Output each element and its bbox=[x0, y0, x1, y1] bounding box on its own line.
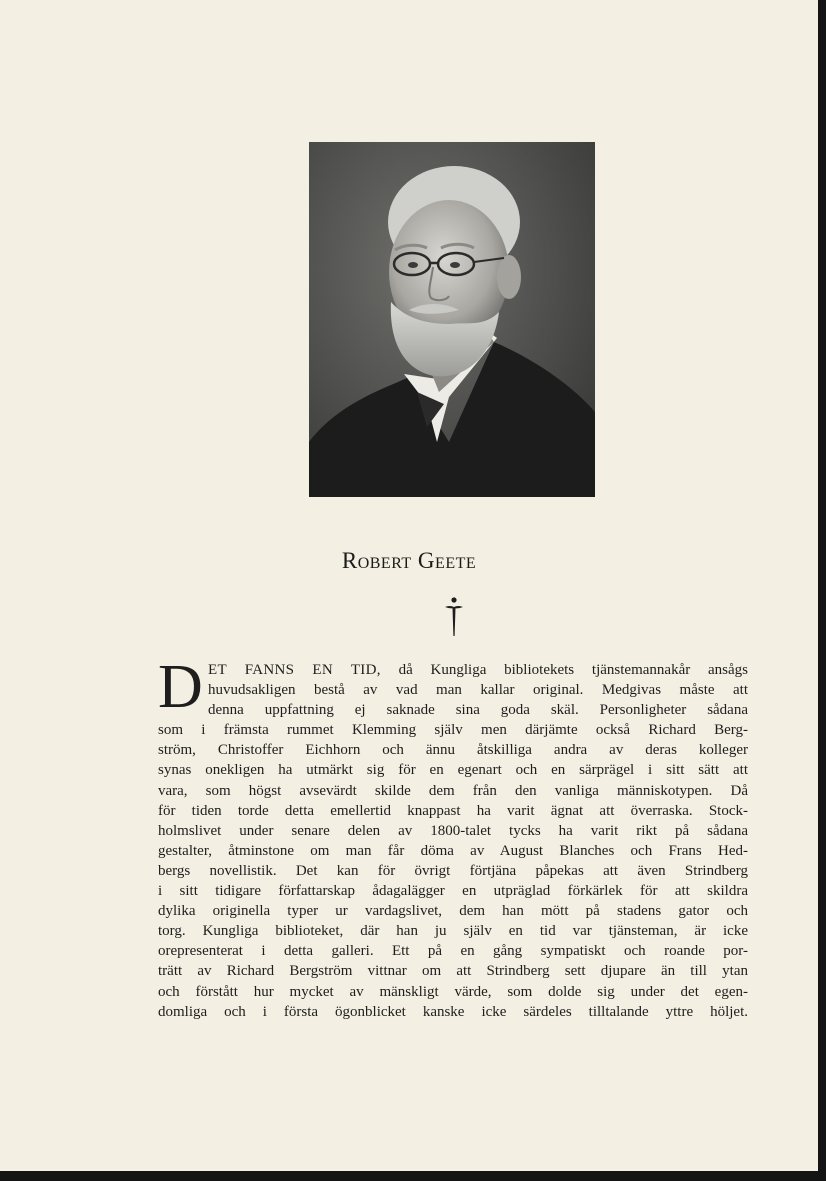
portrait-photo bbox=[309, 142, 595, 497]
text-line: huvudsakligen bestå av vad man kallar original. Medgivas måste att bbox=[208, 682, 748, 699]
text-line: denna uppfattning ej saknade sina goda skäl. Personligheter sådana bbox=[208, 702, 748, 719]
text-line: för tiden torde detta emellertid knappast ha varit ägnat att överraska. Stock- bbox=[158, 802, 748, 819]
text-line: och förstått hur mycket av mänskligt värde, som dolde sig under det egen- bbox=[158, 983, 748, 1000]
text-line bbox=[158, 660, 748, 680]
text-line: i sitt tidigare författarskap ådagalägger en utpräglad förkärlek för att skildra bbox=[158, 883, 748, 900]
lead-caps: ET FANNS EN TID, bbox=[208, 662, 381, 678]
text-line: som i främsta rummet Klemming själv men därjämte också Richard Berg- bbox=[158, 722, 748, 739]
portrait-illustration bbox=[309, 142, 595, 497]
text-line: trätt av Richard Bergström vittnar om att Strindberg sett djupare än till ytan bbox=[158, 963, 748, 980]
text-line: dylika originella typer ur vardagslivet, dem han mött på stadens gator och bbox=[158, 903, 748, 920]
text-line: domliga och i första ögonblicket kanske icke särdeles tilltalande yttre höljet. bbox=[158, 1003, 748, 1020]
page-title: Robert Geete bbox=[341, 548, 477, 573]
text-line: orepresenterat i detta galleri. Ett på en gång sympatiskt och roande por- bbox=[158, 943, 748, 960]
dagger-cross-icon bbox=[442, 596, 466, 638]
body-text bbox=[158, 653, 749, 1022]
text-line: vara, som högst avsevärdt skilde dem från den vanliga människotypen. Då bbox=[158, 782, 748, 799]
text-line: gestalter, åtminstone om man får döma av August Blanches och Frans Hed- bbox=[158, 842, 748, 859]
text-line: bergs novellistik. Det kan för övrigt förtjäna påpekas att även Strindberg bbox=[158, 862, 748, 879]
text-line: torg. Kungliga biblioteket, där han ju själv en tid var tjänsteman, är icke bbox=[158, 923, 748, 940]
drop-cap: D bbox=[158, 653, 203, 721]
text-line: holmslivet under senare delen av 1800-talet tycks ha varit rikt på sådana bbox=[158, 822, 748, 839]
text-line-content: då Kungliga bibliotekets tjänstemannakår ansågs bbox=[380, 662, 749, 678]
text-line: ström, Christoffer Eichhorn och ännu åtskilliga andra av deras kolleger bbox=[158, 742, 748, 759]
text-line: synas onekligen ha utmärkt sig för en egenart och en särprägel i sitt sätt att bbox=[158, 762, 748, 779]
